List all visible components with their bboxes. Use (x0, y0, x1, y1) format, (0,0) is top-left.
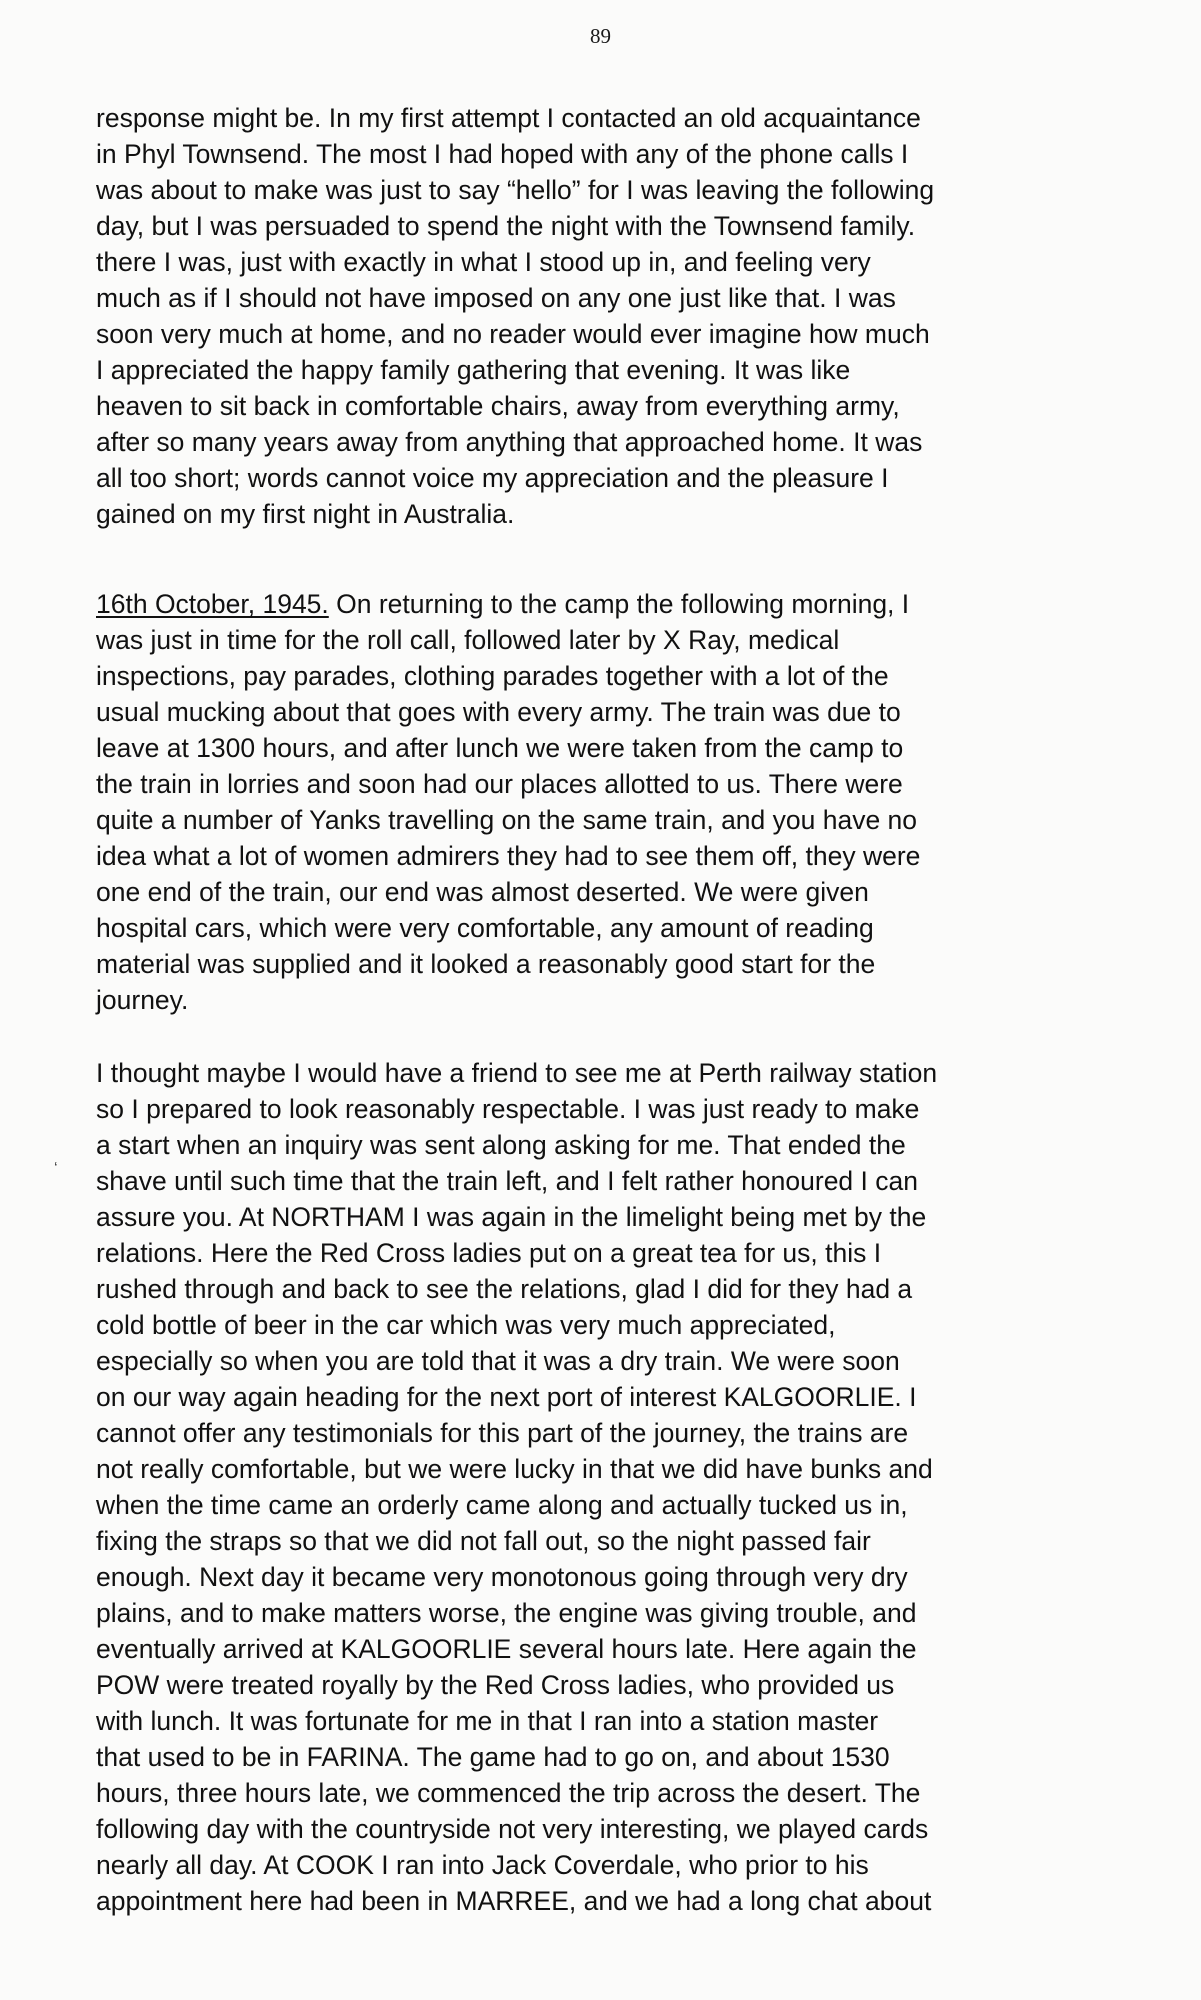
text-line: fixing the straps so that we did not fall out, so the night passed fair (96, 1526, 871, 1556)
text-line: hours, three hours late, we commenced the trip across the desert. The (96, 1778, 921, 1808)
text-line: with lunch. It was fortunate for me in that I ran into a station master (96, 1706, 879, 1736)
text-line: shave until such time that the train left, and I felt rather honoured I can (96, 1166, 918, 1196)
text-line: day, but I was persuaded to spend the night with the Townsend family. (96, 211, 916, 241)
text-line: rushed through and back to see the relations, glad I did for they had a (96, 1274, 913, 1304)
text-line: a start when an inquiry was sent along asking for me. That ended the (96, 1130, 906, 1160)
text-line: plains, and to make matters worse, the engine was giving trouble, and (96, 1598, 917, 1628)
text-line: hospital cars, which were very comfortable, any amount of reading (96, 913, 874, 943)
text-line: POW were treated royally by the Red Cross ladies, who provided us (96, 1670, 895, 1700)
text-line: material was supplied and it looked a reasonably good start for the (96, 949, 876, 979)
text-line: journey. (96, 985, 189, 1015)
text-line: cold bottle of beer in the car which was very much appreciated, (96, 1310, 836, 1340)
text-line: there I was, just with exactly in what I stood up in, and feeling very (96, 247, 871, 277)
text-line: when the time came an orderly came along and actually tucked us in, (96, 1490, 908, 1520)
text-line: not really comfortable, but we were lucky in that we did have bunks and (96, 1454, 933, 1484)
text-line-with-date (96, 586, 920, 622)
text-line: heaven to sit back in comfortable chairs, away from everything army, (96, 391, 900, 421)
text-line: after so many years away from anything that approached home. It was (96, 427, 923, 457)
text-line: the train in lorries and soon had our places allotted to us. There were (96, 769, 903, 799)
text-line: on our way again heading for the next port of interest KALGOORLIE. I (96, 1382, 917, 1412)
text-line: all too short; words cannot voice my appreciation and the pleasure I (96, 463, 889, 493)
text-line: usual mucking about that goes with every army. The train was due to (96, 697, 901, 727)
entry-date: 16th October, 1945. (96, 589, 329, 619)
text-line: appointment here had been in MARREE, and we had a long chat about (96, 1886, 932, 1916)
text-line: in Phyl Townsend. The most I had hoped with any of the phone calls I (96, 139, 909, 169)
paragraph-journey-east (96, 1055, 937, 1919)
text-line: eventually arrived at KALGOORLIE several hours late. Here again the (96, 1634, 917, 1664)
text-line: inspections, pay parades, clothing parades together with a lot of the (96, 661, 889, 691)
text-line: relations. Here the Red Cross ladies put on a great tea for us, this I (96, 1238, 882, 1268)
paragraph-arrival-evening (96, 100, 934, 532)
text-line: one end of the train, our end was almost deserted. We were given (96, 877, 869, 907)
text-line: so I prepared to look reasonably respectable. I was just ready to make (96, 1094, 920, 1124)
text-line: was just in time for the roll call, followed later by X Ray, medical (96, 625, 840, 655)
text-line: assure you. At NORTHAM I was again in the limelight being met by the (96, 1202, 927, 1232)
text-line: that used to be in FARINA. The game had to go on, and about 1530 (96, 1742, 890, 1772)
text-line: nearly all day. At COOK I ran into Jack Coverdale, who prior to his (96, 1850, 869, 1880)
text-line: leave at 1300 hours, and after lunch we were taken from the camp to (96, 733, 904, 763)
text-line: cannot offer any testimonials for this part of the journey, the trains are (96, 1418, 909, 1448)
text-line: I appreciated the happy family gathering that evening. It was like (96, 355, 851, 385)
text-line: especially so when you are told that it was a dry train. We were soon (96, 1346, 900, 1376)
text-line: idea what a lot of women admirers they had to see them off, they were (96, 841, 921, 871)
text-line: gained on my first night in Australia. (96, 499, 515, 529)
text-line: soon very much at home, and no reader would ever imagine how much (96, 319, 930, 349)
text-line: much as if I should not have imposed on any one just like that. I was (96, 283, 896, 313)
paragraph-train-departure (96, 586, 920, 1018)
text-line: was about to make was just to say “hello” for I was leaving the following (96, 175, 935, 205)
page-number: 89 (590, 24, 611, 48)
text-line: response might be. In my first attempt I contacted an old acquaintance (96, 103, 921, 133)
text-line: enough. Next day it became very monotonous going through very dry (96, 1562, 908, 1592)
text-line: following day with the countryside not very interesting, we played cards (96, 1814, 929, 1844)
text-line-rest: On returning to the camp the following morning, I (328, 589, 910, 619)
text-line: quite a number of Yanks travelling on the same train, and you have no (96, 805, 918, 835)
text-line: I thought maybe I would have a friend to see me at Perth railway station (96, 1058, 938, 1088)
scan-mark: ‘ (54, 1160, 58, 1177)
